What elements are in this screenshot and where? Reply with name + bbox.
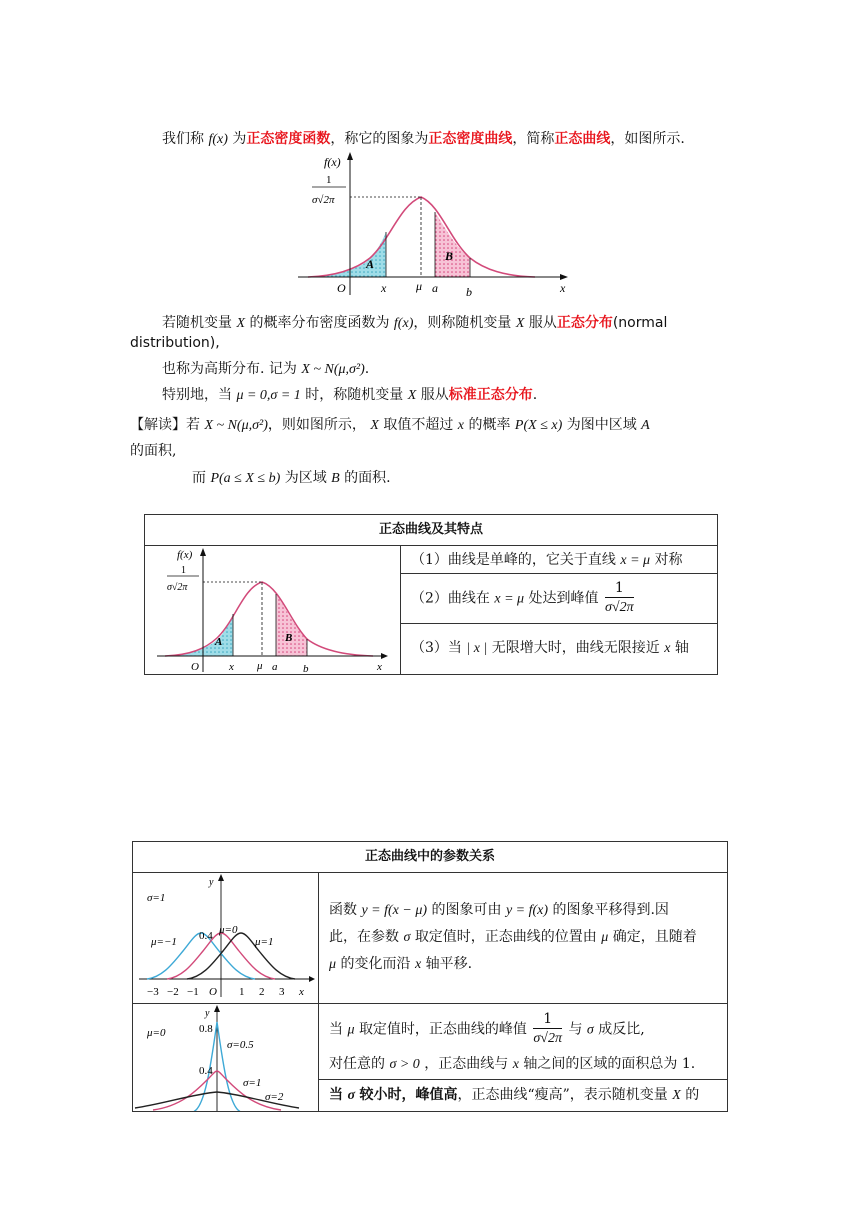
region-a-label: A <box>215 636 223 648</box>
x-tick-O: O <box>191 661 199 673</box>
math-x-eq-mu: x = μ <box>494 591 525 607</box>
text: 轴 <box>674 640 689 656</box>
text: （3）当 <box>411 640 462 656</box>
text: 与 <box>568 1021 583 1038</box>
table2-fig-b-cell <box>133 1003 318 1111</box>
peak-num: 1 <box>326 174 332 186</box>
math-B: B <box>331 471 340 486</box>
table1-figure-cell <box>145 545 400 674</box>
para2-line2: distribution), <box>130 335 220 351</box>
text: ，简称 <box>512 131 555 147</box>
text: 无限增大时，曲线无限接近 <box>491 640 660 656</box>
text: . <box>364 361 370 377</box>
text: ，则如图所示， <box>267 417 366 433</box>
y-axis-label: y <box>209 877 214 888</box>
shifted-normal-curves-figure <box>133 873 317 1003</box>
tick: −3 <box>147 986 159 998</box>
sigma-label: σ=1 <box>147 892 166 904</box>
text: 为 <box>232 131 247 147</box>
text: 的变化而沿 <box>340 956 411 972</box>
peak-fraction <box>533 1010 562 1049</box>
table-parameter-relations <box>132 841 728 1112</box>
math-abs-x: | x | <box>466 641 488 656</box>
math-fx: f(x) <box>208 132 228 147</box>
x-axis-label: x <box>299 986 304 998</box>
math-X: X <box>515 316 525 331</box>
math-X: X <box>370 418 379 433</box>
text: 为区域 <box>284 470 327 486</box>
math-x: x <box>664 641 671 656</box>
curve <box>308 197 535 277</box>
math-sigma-positive: σ > 0 <box>389 1057 420 1072</box>
text: ，正态曲线与 <box>424 1056 509 1072</box>
math-X: X <box>407 388 417 403</box>
table1-title: 正态曲线及其特点 <box>378 522 483 537</box>
text: 处达到峰值 <box>528 590 599 607</box>
math-distribution: X ~ N(μ,σ²) <box>301 362 365 377</box>
table2-row1-text <box>318 872 727 1003</box>
table2-fig-a-cell <box>133 872 318 1003</box>
text: ，则称随机变量 <box>413 315 512 331</box>
table2-title: 正态曲线中的参数关系 <box>364 849 495 864</box>
ylabel: f(x) <box>177 549 193 561</box>
text: 的图象平移得到.因 <box>552 902 669 918</box>
text: 也称为高斯分布. 记为 <box>162 361 297 377</box>
x-axis-label: x <box>377 661 382 673</box>
para5-line2: 的面积, <box>130 443 177 459</box>
math-mu: μ <box>329 957 337 972</box>
peak-num: 1 <box>181 565 186 576</box>
fraction-numerator: 1 <box>533 1010 562 1029</box>
x-tick-mu: μ <box>257 660 263 672</box>
text: ，称它的图象为 <box>330 131 429 147</box>
math-x: x <box>414 957 422 972</box>
sigma-05-label: σ=0.5 <box>227 1039 254 1051</box>
math-shifted-function: y = f(x − μ) <box>361 903 428 918</box>
fraction-denominator: σ√2π <box>604 600 634 615</box>
text: 当 <box>329 1087 343 1103</box>
normal-curve-figure <box>290 150 580 300</box>
math-mu: μ <box>601 930 609 945</box>
peak-fraction <box>605 579 634 618</box>
peak-label: 0.4 <box>199 930 213 942</box>
table1-figure <box>145 546 395 674</box>
math-probability: P(X ≤ x) <box>514 418 563 433</box>
peak-den: σ√2π <box>312 194 335 206</box>
term-normal-curve: 正态曲线 <box>554 131 611 147</box>
math-X: X <box>236 316 246 331</box>
text: 对称 <box>654 552 683 568</box>
peak-08-label: 0.8 <box>199 1023 213 1035</box>
region-a-label: A <box>366 257 375 271</box>
text: （2）曲线在 <box>411 590 490 607</box>
text: 若随机变量 <box>162 315 232 331</box>
text: 的图象可由 <box>431 902 502 918</box>
text: 的面积. <box>344 470 391 486</box>
text: 当 <box>329 1021 343 1038</box>
sigma-1-label: σ=1 <box>243 1077 262 1089</box>
y-axis-label: y <box>205 1008 210 1019</box>
text: 时，称随机变量 <box>305 387 404 403</box>
mu-minus1-label: μ=−1 <box>151 936 177 948</box>
math-condition: μ = 0,σ = 1 <box>236 388 301 403</box>
table-normal-curve-features <box>144 514 718 675</box>
para5-line1 <box>130 414 650 434</box>
sigma-2-label: σ=2 <box>265 1091 284 1103</box>
region-b-label: B <box>285 632 293 644</box>
math-x: x <box>512 1057 519 1072</box>
x-tick-a: a <box>272 661 278 673</box>
table2-row2-text <box>318 1003 727 1079</box>
mu-label: μ=0 <box>147 1027 166 1039</box>
text: 我们称 <box>162 131 204 147</box>
region-b-shade <box>435 212 470 277</box>
text: 的 <box>685 1087 700 1103</box>
text: 确定，且随着 <box>612 929 697 945</box>
fraction-denominator: σ√2π <box>533 1031 562 1046</box>
mu-0-label: μ=0 <box>219 924 238 936</box>
tick: O <box>209 986 217 998</box>
tick: −2 <box>167 986 179 998</box>
peak-den: σ√2π <box>167 582 188 593</box>
x-tick-a: a <box>432 281 438 295</box>
region-b-label: B <box>445 249 454 263</box>
x-tick-b: b <box>303 663 309 674</box>
tick: 3 <box>279 986 285 998</box>
text: 【解读】若 <box>130 417 200 433</box>
math-distribution: X ~ N(μ,σ²) <box>204 418 268 433</box>
text: 的概率分布密度函数为 <box>249 315 390 331</box>
text: 而 <box>192 470 206 486</box>
text: 成反比, <box>598 1021 645 1038</box>
table1-row3 <box>400 623 717 674</box>
math-sigma: σ <box>403 930 411 945</box>
mu-1-label: μ=1 <box>255 936 274 948</box>
term-standard-normal: 标准正态分布 <box>448 387 533 403</box>
text: ，如图所示. <box>610 131 685 147</box>
math-fx: f(x) <box>393 316 414 331</box>
text: ，正态曲线“瘦高”，表示随机变量 <box>457 1087 668 1103</box>
x-tick-x: x <box>229 661 234 673</box>
text: . <box>532 387 538 403</box>
text: 轴平移. <box>425 956 473 972</box>
peak-04-label: 0.4 <box>199 1065 213 1077</box>
x-axis-label: x <box>560 281 566 295</box>
text: 较小时， <box>359 1087 416 1103</box>
text: 的概率 <box>468 417 511 433</box>
table2-row3-text <box>318 1079 727 1111</box>
text: (normal <box>612 315 668 331</box>
text: 此，在参数 <box>329 929 399 945</box>
para2-line1 <box>162 312 667 332</box>
x-tick-O: O <box>337 281 346 295</box>
text: 取定值时，正态曲线的位置由 <box>414 929 597 945</box>
intro-line <box>162 128 685 148</box>
para6-line <box>192 467 391 487</box>
text: 为图中区域 <box>566 417 637 433</box>
text: 对任意的 <box>329 1056 385 1072</box>
emphasis-high-peak: 峰值高 <box>415 1087 458 1103</box>
math-sigma: σ <box>347 1088 355 1103</box>
text: 取值不超过 <box>383 417 454 433</box>
tick: 2 <box>259 986 265 998</box>
term-normal-distribution: 正态分布 <box>556 315 613 331</box>
x-tick-x: x <box>381 281 387 295</box>
math-x-eq-mu: x = μ <box>620 553 651 568</box>
text: （1）曲线是单峰的，它关于直线 <box>411 552 616 568</box>
term-density-function: 正态密度函数 <box>246 131 331 147</box>
ylabel: f(x) <box>324 155 341 169</box>
math-x: x <box>457 418 465 433</box>
math-sigma: σ <box>586 1022 594 1038</box>
x-tick-mu: μ <box>416 279 423 293</box>
text: 轴之间的区域的面积总为 1. <box>523 1056 696 1072</box>
tick: −1 <box>187 986 199 998</box>
text: 函数 <box>329 902 357 918</box>
text: 服从 <box>420 387 449 403</box>
text: 取定值时，正态曲线的峰值 <box>358 1021 527 1038</box>
math-mu: μ <box>347 1022 355 1038</box>
text: 服从 <box>528 315 557 331</box>
term-density-curve: 正态密度曲线 <box>428 131 513 147</box>
table1-row1 <box>400 545 717 573</box>
sigma-comparison-figure <box>133 1004 317 1111</box>
x-tick-b: b <box>466 285 472 299</box>
table1-row2 <box>400 573 717 623</box>
math-function: y = f(x) <box>505 903 549 918</box>
text: 特别地，当 <box>162 387 232 403</box>
fraction-numerator: 1 <box>605 579 634 598</box>
para3-line <box>162 358 369 378</box>
tick: 1 <box>239 986 245 998</box>
math-X: X <box>672 1088 681 1103</box>
math-A: A <box>641 418 650 433</box>
para4-line <box>162 384 537 404</box>
math-probability: P(a ≤ X ≤ b) <box>210 471 281 486</box>
